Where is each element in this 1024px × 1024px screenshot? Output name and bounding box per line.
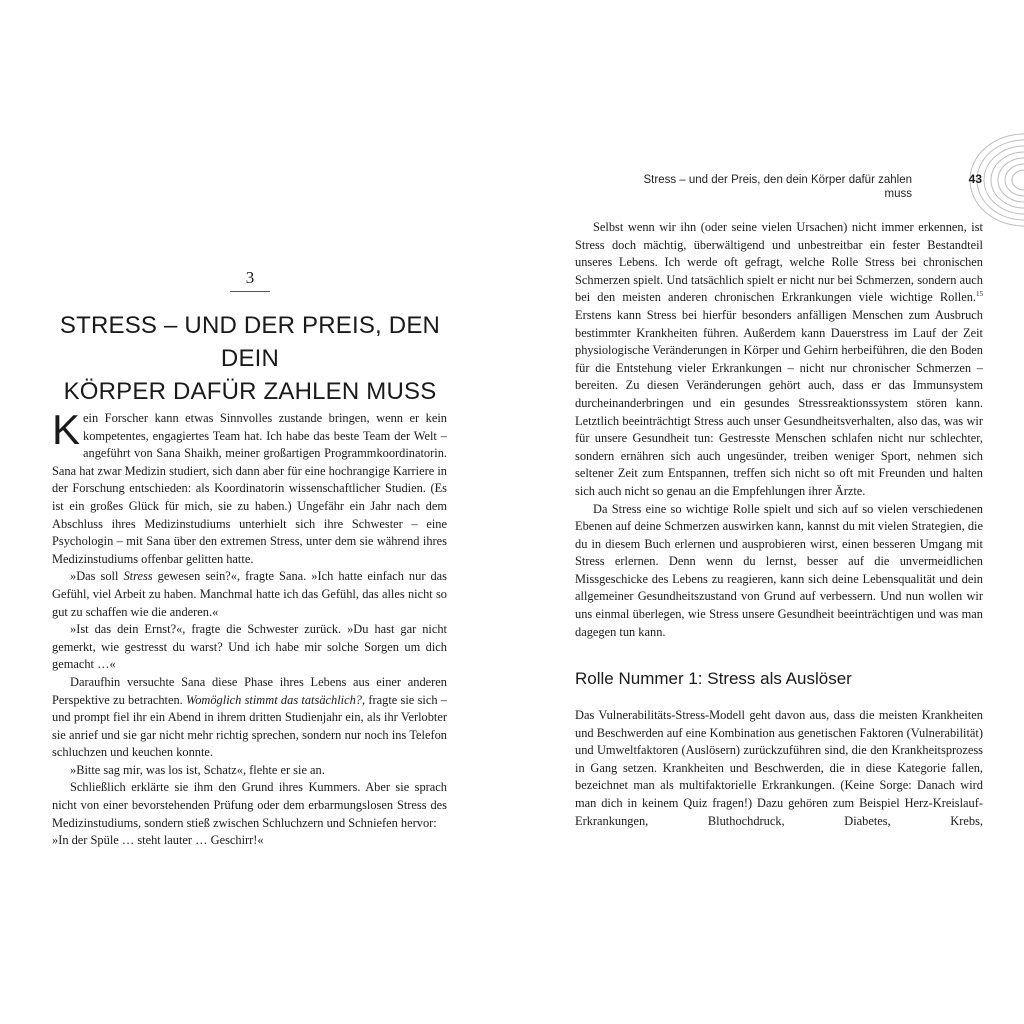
- paragraph: Schließlich erklärte sie ihm den Grund ihres Kummers. Aber sie sprach nicht von einer bevorstehenden Prüfung oder dem erbarmungslosen Stress des Medizinstudiums, sondern stieß zwischen Schluchzern und Schniefen hervor:: [52, 780, 447, 830]
- paragraph-text: fragte sie sich – und prompt fiel ihr ein Abend in ihrem dritten Studienjahr ein, als ihr Verlobter sie anrief und sie gar nicht mehr richtig sprechen, sondern nur noch ins Telefon schluchzen und keuchen konnte.: [52, 692, 448, 760]
- paragraph: [52, 406, 447, 568]
- chapter-number: 3: [245, 268, 255, 287]
- ornament-ring: [991, 152, 1024, 208]
- paragraph-text: Daraufhin versuchte Sana diese Phase ihres Lebens aus einer anderen Perspektive zu betrachten.: [52, 674, 447, 707]
- paragraph: [52, 674, 447, 762]
- body-text-top: [575, 219, 983, 641]
- right-page: [512, 0, 1024, 1024]
- chapter-title-line: KÖRPER DAFÜR ZAHLEN MUSS: [63, 378, 437, 405]
- running-head: Stress – und der Preis, den dein Körper dafür zahlen muss: [643, 174, 912, 200]
- paragraph-text: Selbst wenn wir ihn (oder seine vielen Ursachen) nicht immer erkennen, ist Stress doch mächtig, überwältigend und unbestreitbar ein fester Bestandteil unseres Lebens. Ich werde oft gefragt, welche Rolle Stress bei chronischen Schmerzen spielt. Und tatsächlich spielt er nicht nur bei Schmerzen, sondern auch bei den meisten anderen chronischen Erkrankungen viele wichtige Rollen.: [575, 220, 983, 305]
- emphasis-text: Womöglich stimmt das tatsächlich?,: [186, 692, 366, 707]
- paragraph: »Ist das dein Ernst?«, fragte die Schwester zurück. »Du hast gar nicht gemerkt, wie gestresst du warst? Und ich habe mir solche Sorgen um dich gemacht …«: [52, 622, 447, 672]
- footnote-marker[interactable]: 15: [976, 290, 983, 299]
- paragraph: [52, 568, 447, 621]
- body-text-bottom: [575, 707, 983, 830]
- paragraph: »Bitte sag mir, was los ist, Schatz«, flehte er sie an.: [70, 762, 325, 777]
- chapter-title: [40, 309, 460, 408]
- paragraph-text: ein Forscher kann etwas Sinnvolles zustande bringen, wenn er kein kompetentes, engagiertes Team hat. Ich habe das beste Team der Welt – angeführt von Sana Shaikh, meiner großartigen Programmkoordinatorin. Sana hat zwar Medizin studiert, sich dann aber für eine hochrangige Karriere in der Forschung entschieden: als Koordinatorin wissenschaftlicher Studien. (Es ist ein großes Glück für mich, sie zu haben.) Ungefähr ein Jahr nach dem Abschluss ihres Medizinstudiums unterhielt sich ihre Schwester – eine Psychologin – mit Sana über den extremen Stress, unter dem sie während ihres Medizinstudiums offenbar gelitten hatte.: [52, 411, 447, 566]
- paragraph-text: gewesen sein?«, fragte Sana. »Ich hatte einfach nur das Gefühl, viel Arbeit zu haben. Manchmal hatte ich das Gefühl, das alles nicht so gut zu schaffen wie die anderen.«: [52, 569, 447, 619]
- paragraph: Da Stress eine so wichtige Rolle spielt und sich auf so vielen verschiedenen Ebenen auf deine Schmerzen auswirken kann, kannst du mit vielen Strategien, die du in diesem Buch erlernen und ausprobieren wirst, einen besseren Umgang mit Stress erlernen. Denn wenn du lernst, besser auf die unvermeidlichen Missgeschicke des Lebens zu reagieren, kann sich deine Lebensqualität und dein allgemeiner Gesundheitszustand von Grund auf verbessern. Und nun wollen wir uns einmal überlegen, wie Stress unsere Gesundheit beeinträchtigen und was man dagegen tun kann.: [575, 501, 983, 639]
- section-heading: Rolle Nummer 1: Stress als Auslöser: [575, 669, 852, 688]
- chapter-body-text: [52, 406, 448, 850]
- ornament-ring: [1012, 170, 1024, 190]
- page-number: 43: [968, 172, 982, 186]
- paragraph: [575, 219, 983, 501]
- paragraph: Das Vulnerabilitäts-Stress-Modell geht davon aus, dass die meisten Krankheiten und Beschwerden auf eine Kombination aus genetischen Faktoren (Vulnerabilität) und Umweltfaktoren (Auslösern) zurückzuführen sind, die den Krankheitsprozess in Gang setzen. Krankheiten und Beschwerden, die in diese Kategorie fallen, bezeichnet man als multifaktorielle Erkrankungen. (Keine Sorge: Danach wird man dich in keinem Quiz fragen!) Dazu gehören zum Beispiel Herz-Kreislauf-Erkrankungen, Bluthochdruck, Diabetes, Krebs,: [575, 708, 983, 828]
- ornament-ring: [1005, 164, 1024, 196]
- chapter-number-rule: [230, 291, 270, 292]
- paragraph-text: »Das soll: [70, 569, 124, 584]
- emphasis-text: Stress: [123, 569, 153, 584]
- paragraph: »In der Spüle … steht lauter … Geschirr!«: [52, 833, 264, 848]
- drop-cap: K: [52, 406, 81, 453]
- chapter-title-line: STRESS – UND DER PREIS, DEN DEIN: [59, 312, 441, 372]
- ornament-ring: [984, 146, 1024, 214]
- paragraph-text: Erstens kann Stress bei hierfür besonders anfälligen Menschen zum Ausbruch bestimmter Krankheiten führen. Außerdem kann Dauerstress im Lauf der Zeit physiologische Veränderungen in Körper und Gehirn herbeiführen, die den Boden für die Entstehung vieler Erkrankungen – nicht nur chronischer Schmerzen – bereiten. Zu diesen Veränderungen gehört auch, dass er das Immunsystem durcheinanderbringen und ein gesundes Stressreaktionssystem stören kann. Letztlich beeinträchtigt Stress auch unser Gesundheitsverhalten, also das, was wir für unsere Gesundheit tun: Gestresste Menschen schlafen nicht nur schlechter, sondern ernähren sich auch ungesünder, treiben weniger Sport, nehmen sich seltener Zeit zum Entspannen, treffen sich nicht so oft mit Freunden und halten sich auch nicht so genau an die Empfehlungen ihrer Ärzte.: [575, 307, 983, 498]
